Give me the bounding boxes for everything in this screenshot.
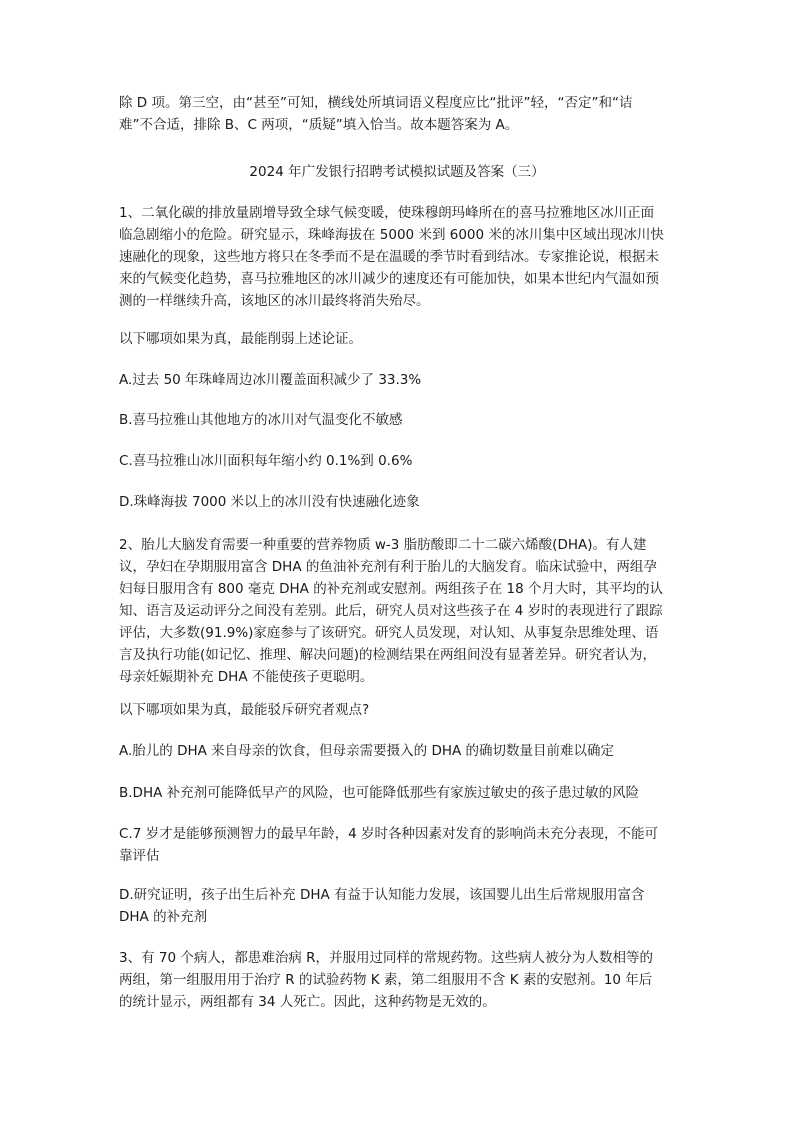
q1-option-b: B.喜马拉雅山其他地方的冰川对气温变化不敏感 xyxy=(119,412,403,428)
section-title: 2024 年广发银行招聘考试模拟试题及答案（三） xyxy=(249,164,545,180)
q1-prompt: 以下哪项如果为真，最能削弱上述论证。 xyxy=(119,331,362,347)
q2-stem: 2、胎儿大脑发育需要一种重要的营养物质 w-3 脂肪酸即二十二碳六烯酸(DHA)。有人建议，孕妇在孕期服用富含 DHA 的鱼油补充剂有利于胎儿的大脑发育。临床试验中，两组孕妇每日服用含有 800 毫克 DHA 的补充剂或安慰剂。两组孩子在 18 个月大时，其平均的认知、语言及运动评分之间没有差别。此后，研究人员对这些孩子在 4 岁时的表现进行了跟踪评估，大多数(91.9%)家庭参与了该研究。研究人员发现，对认知、从事复杂思维处理、语言及执行功能(如记忆、推理、解决问题)的检测结果在两组间没有显著差异。研究者认为，母亲妊娠期补充 DHA 不能使孩子更聪明。 xyxy=(119,537,663,685)
q2-option-b: B.DHA 补充剂可能降低早产的风险，也可能降低那些有家族过敏史的孩子患过敏的风险 xyxy=(119,785,640,801)
q2-option-c: C.7 岁才是能够预测智力的最早年龄，4 岁时各种因素对发育的影响尚未充分表现，不能可靠评估 xyxy=(119,826,658,864)
q1-stem: 1、二氧化碳的排放量剧增导致全球气候变暖，使珠穆朗玛峰所在的喜马拉雅地区冰川正面临急剧缩小的危险。研究显示，珠峰海拔在 5000 米到 6000 米的冰川集中区域出现冰川快速融化的现象，这些地方将只在冬季而不是在温暖的季节时看到结冰。专家推论说，根据未来的气候变化趋势，喜马拉雅地区的冰川减少的速度还有可能加快，如果本世纪内气温如预测的一样继续升高，该地区的冰川最终将消失殆尽。 xyxy=(119,205,664,309)
q3-stem: 3、有 70 个病人，都患难治病 R，并服用过同样的常规药物。这些病人被分为人数相等的两组，第一组服用用于治疗 R 的试验药物 K 素，第二组服用不含 K 素的安慰剂。10 年后的统计显示，两组都有 34 人死亡。因此，这种药物是无效的。 xyxy=(119,950,654,1010)
q2-option-d: D.研究证明，孩子出生后补充 DHA 有益于认知能力发展，该国婴儿出生后常规服用富含 DHA 的补充剂 xyxy=(119,887,645,925)
q2-prompt: 以下哪项如果为真，最能驳斥研究者观点? xyxy=(119,702,370,718)
q1-option-a: A.过去 50 年珠峰周边冰川覆盖面积减少了 33.3% xyxy=(119,372,422,388)
top-paragraph: 除 D 项。第三空，由“甚至”可知，横线处所填词语义程度应比“批评”轻，“否定”和“诘难”不合适，排除 B、C 两项，“质疑”填入恰当。故本题答案为 A。 xyxy=(119,95,633,133)
q2-option-a: A.胎儿的 DHA 来自母亲的饮食，但母亲需要摄入的 DHA 的确切数量目前难以确定 xyxy=(119,743,615,759)
q1-option-d: D.珠峰海拔 7000 米以上的冰川没有快速融化迹象 xyxy=(119,494,420,510)
q1-option-c: C.喜马拉雅山冰川面积每年缩小约 0.1%到 0.6% xyxy=(119,453,413,469)
